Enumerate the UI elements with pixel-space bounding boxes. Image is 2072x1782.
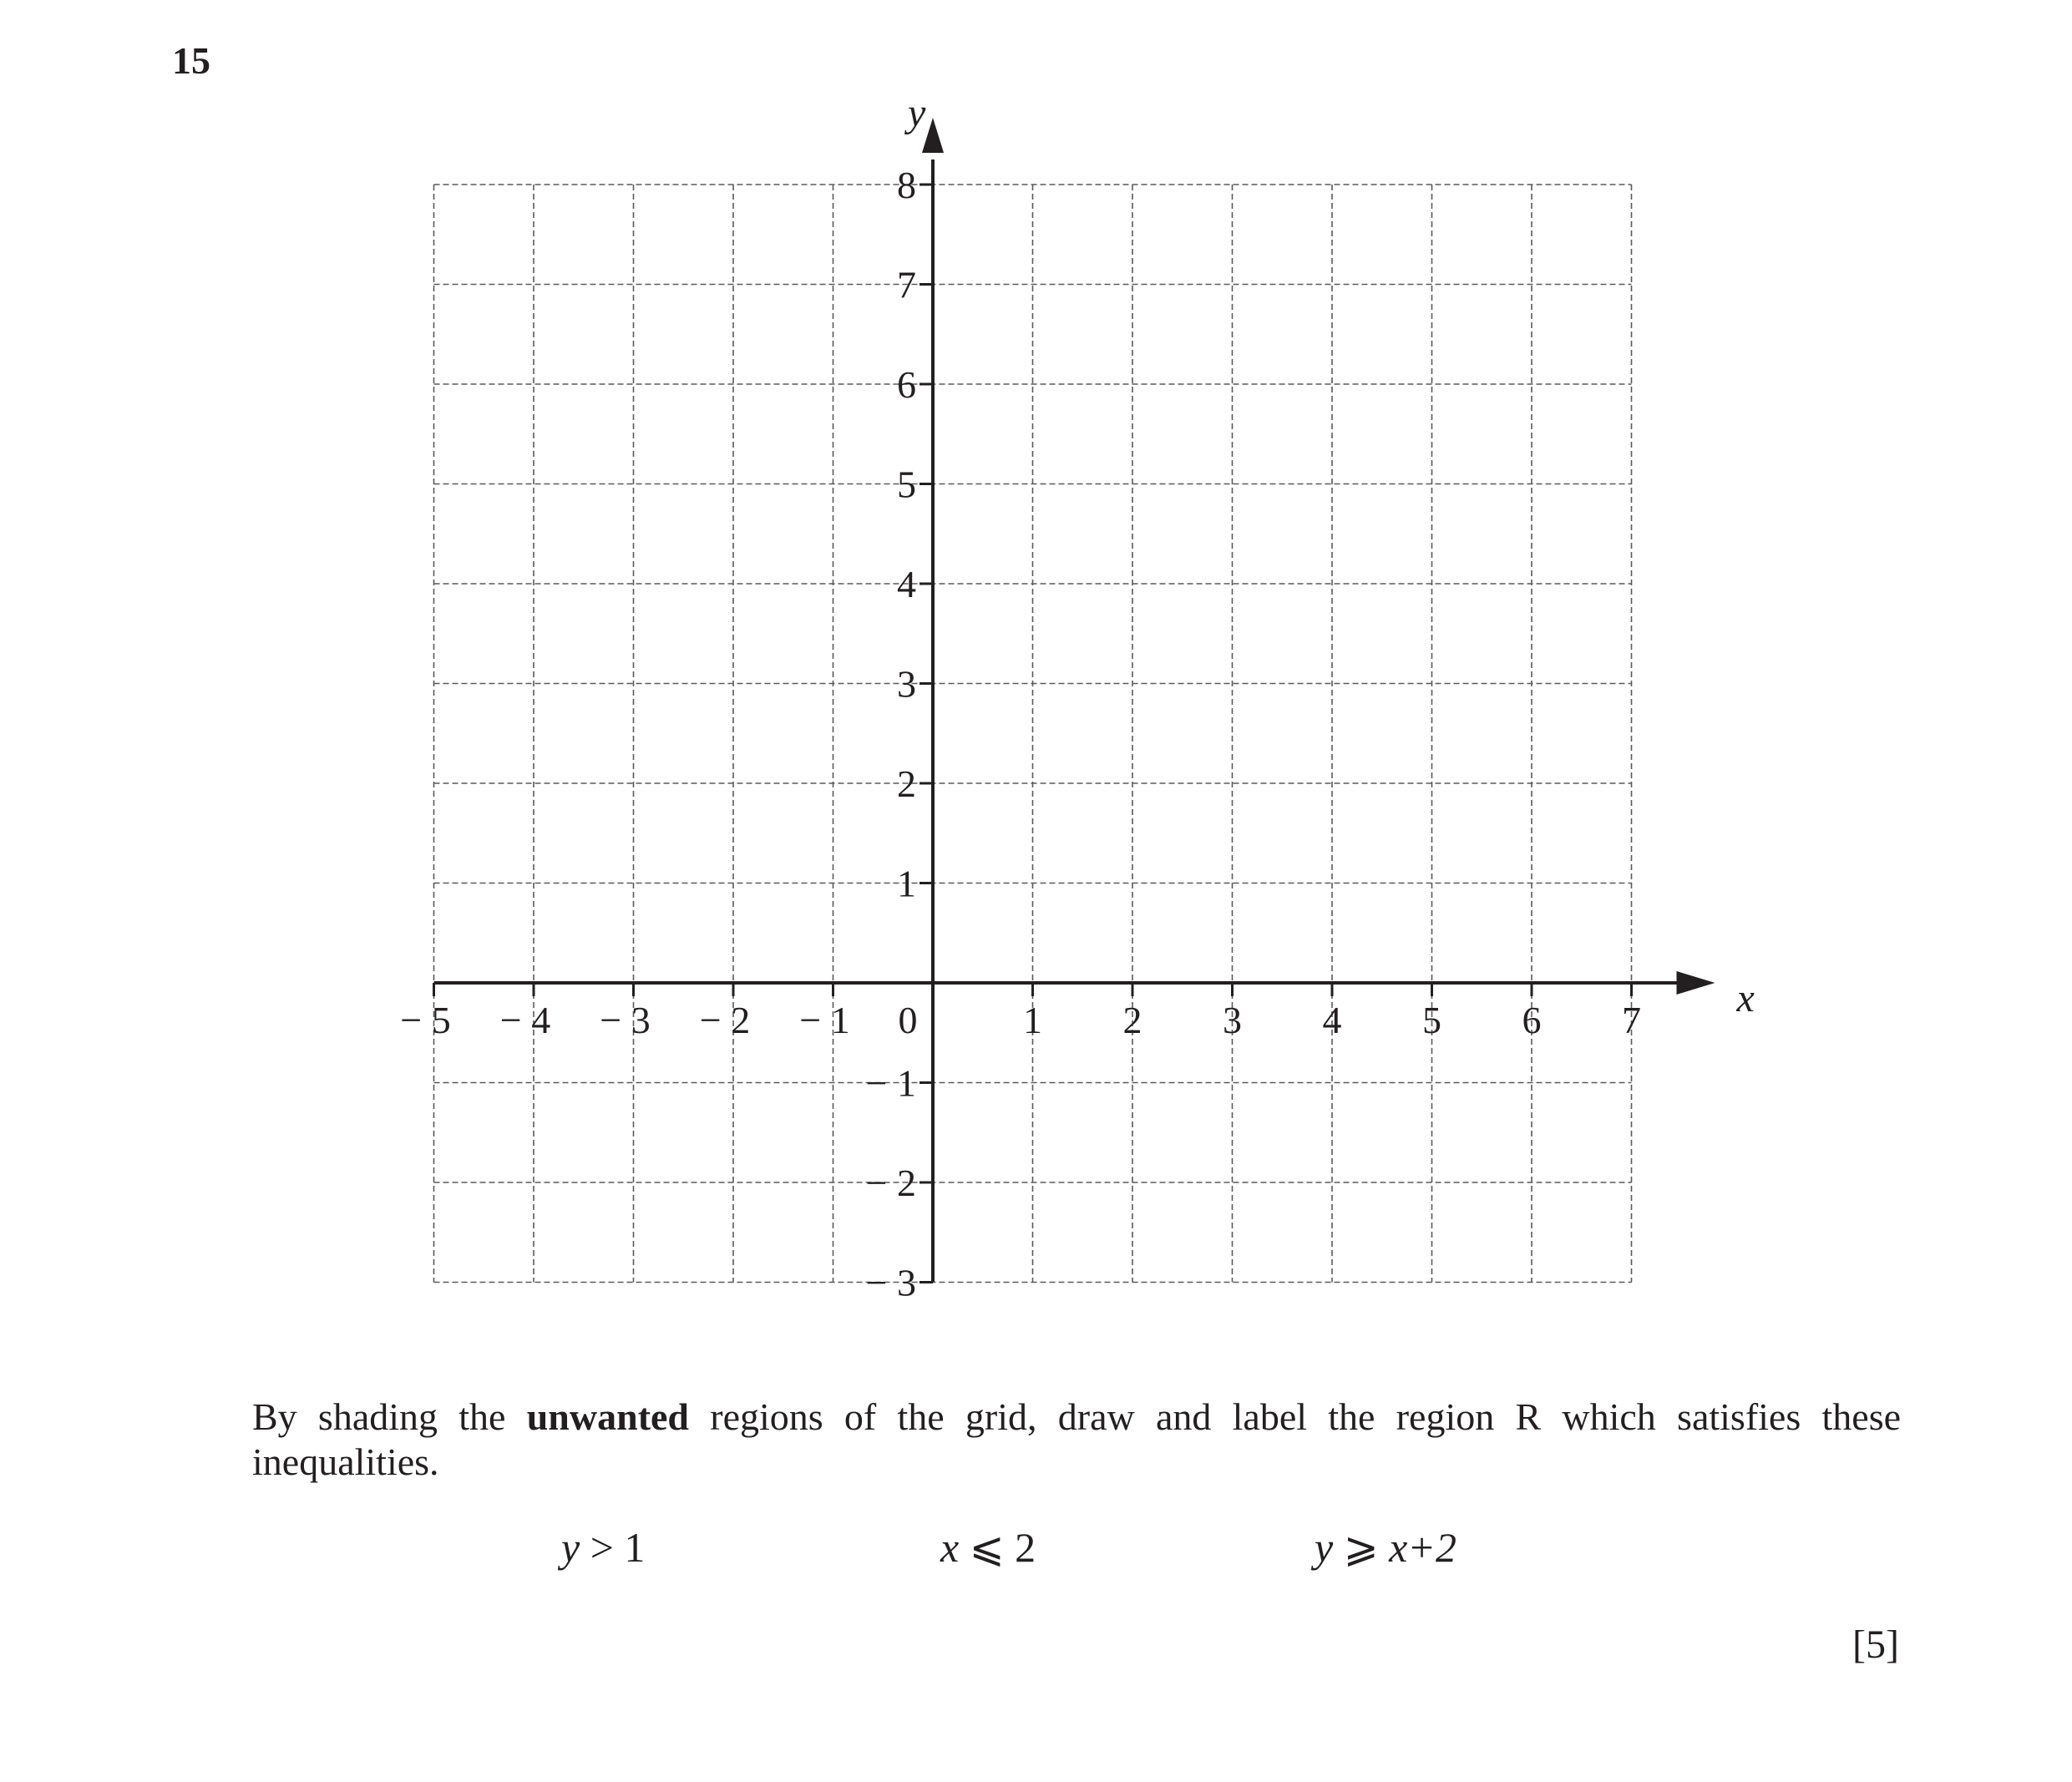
inequality-2-rhs: 2 [1015, 1524, 1036, 1571]
x-axis-label: x [1736, 976, 1755, 1020]
x-tick-label: − 5 [400, 999, 451, 1041]
y-tick-label: 1 [897, 862, 916, 905]
question-instruction [252, 1395, 1901, 1485]
y-tick-label: 2 [897, 762, 916, 805]
y-tick-label: − 1 [865, 1061, 916, 1105]
x-tick-label: 0 [898, 999, 918, 1041]
y-axis-label: y [908, 91, 926, 135]
x-tick-label: 2 [1122, 999, 1142, 1041]
y-tick-label: 6 [897, 363, 916, 406]
inequality-2 [940, 1523, 1036, 1572]
y-tick-label: − 2 [865, 1162, 916, 1204]
x-axis-arrow-icon [1677, 971, 1715, 995]
y-tick-label: 7 [897, 263, 916, 306]
inequality-3-lhs: y [1315, 1524, 1334, 1571]
inequality-3-rhs: x+2 [1389, 1524, 1457, 1571]
axes [434, 118, 1715, 1283]
x-tick-label: − 2 [699, 999, 751, 1041]
inequality-1-operator: > [590, 1524, 614, 1571]
y-tick-label: 4 [897, 563, 916, 605]
inequality-1-rhs: 1 [624, 1524, 646, 1571]
instruction-prefix: By shading the [252, 1395, 506, 1438]
inequality-3-operator: ⩾ [1343, 1524, 1379, 1571]
inequality-3 [1315, 1523, 1456, 1572]
instruction-emphasis: unwanted [526, 1395, 690, 1438]
x-tick-label: − 1 [799, 999, 850, 1041]
inequality-1-lhs: y [561, 1524, 580, 1571]
y-tick-label: − 3 [865, 1261, 916, 1304]
x-tick-label: 1 [1023, 999, 1042, 1041]
inequality-1 [561, 1523, 645, 1572]
y-tick-label: 3 [897, 662, 916, 706]
marks-allocation: [5] [1852, 1623, 1899, 1667]
x-tick-label: 6 [1522, 999, 1542, 1041]
x-tick-label: 3 [1223, 999, 1242, 1041]
question-number: 15 [172, 39, 210, 82]
y-tick-label: 8 [897, 164, 916, 206]
x-tick-label: − 4 [499, 999, 551, 1041]
x-tick-label: − 3 [600, 999, 651, 1041]
tick-labels [400, 91, 1755, 1304]
x-tick-label: 7 [1622, 999, 1641, 1041]
inequality-2-operator: ⩽ [969, 1524, 1005, 1571]
inequality-2-lhs: x [940, 1524, 960, 1571]
y-tick-label: 5 [897, 463, 916, 506]
x-tick-label: 5 [1422, 999, 1441, 1041]
instruction-suffix: regions of the grid, draw and label the region R which satisfies these inequalities. [252, 1395, 1902, 1483]
grid-lines [434, 185, 1632, 1283]
x-tick-label: 4 [1322, 999, 1342, 1041]
